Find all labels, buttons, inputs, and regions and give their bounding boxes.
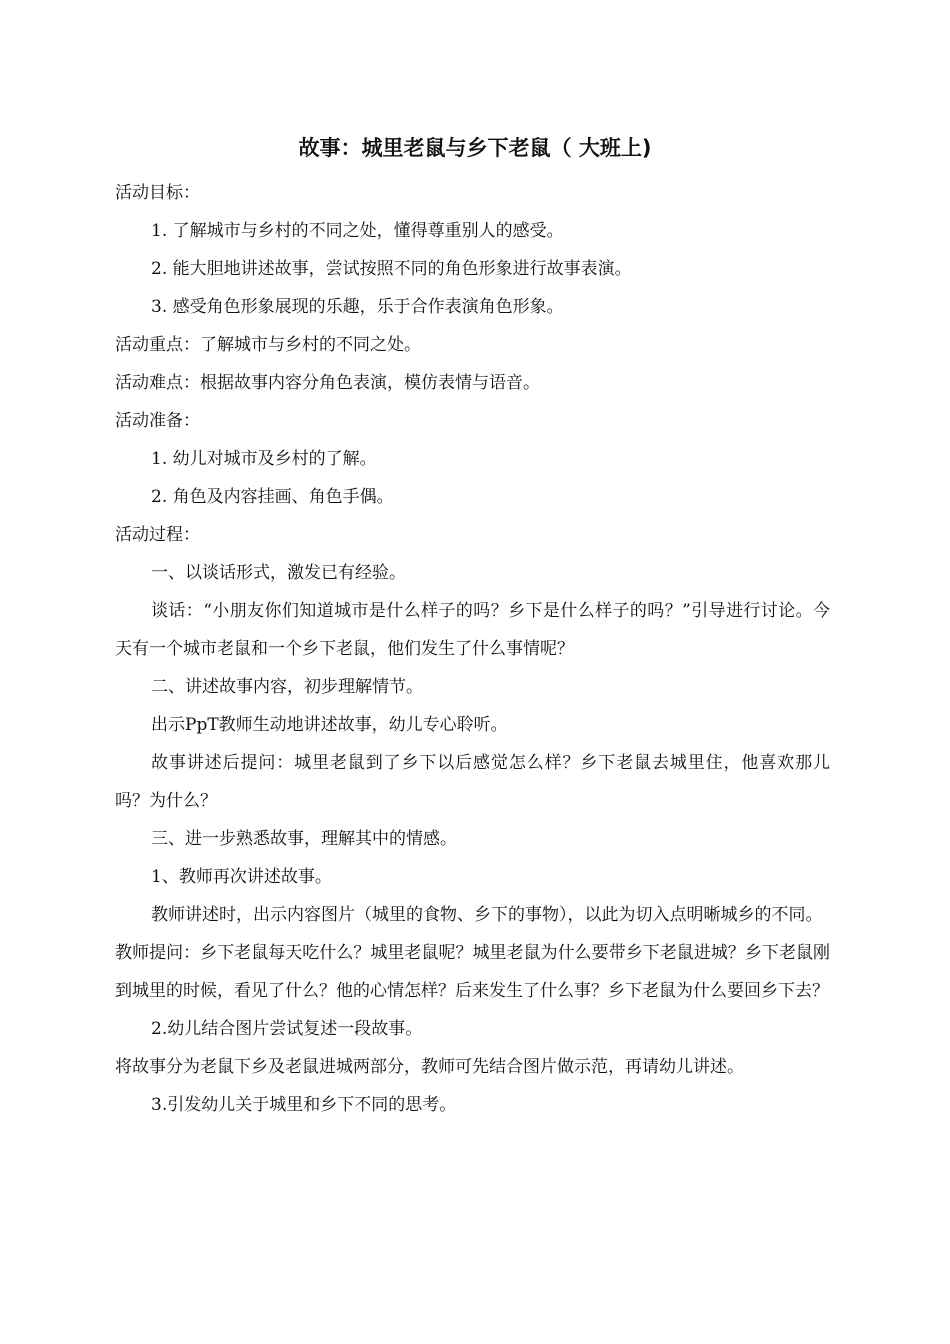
document-title: 故事：城里老鼠与乡下老鼠（ 大班上)	[298, 136, 652, 160]
paragraph: 2.幼儿结合图片尝试复述一段故事。	[151, 1019, 423, 1039]
paragraph: 活动过程：	[115, 525, 200, 545]
paragraph: 2. 角色及内容挂画、角色手偶。	[151, 487, 394, 507]
paragraph: 谈话：“小朋友你们知道城市是什么样子的吗？乡下是什么样子的吗？”引导进行讨论。今天有一个城市老鼠和一个乡下老鼠，他们发生了什么事情呢？	[115, 601, 830, 659]
paragraph: 1、教师再次讲述故事。	[151, 867, 332, 887]
paragraph: 二、讲述故事内容，初步理解情节。	[151, 677, 423, 697]
paragraph: 活动难点：根据故事内容分角色表演，模仿表情与语音。	[115, 373, 540, 393]
paragraph: 3. 感受角色形象展现的乐趣，乐于合作表演角色形象。	[151, 297, 564, 317]
paragraph: 活动目标：	[115, 183, 200, 203]
paragraph: 故事讲述后提问：城里老鼠到了乡下以后感觉怎么样？乡下老鼠去城里住，他喜欢那儿吗？为什么？	[115, 753, 830, 811]
paragraph: 3.引发幼儿关于城里和乡下不同的思考。	[151, 1095, 457, 1115]
document-body	[115, 174, 830, 1124]
paragraph: 1. 了解城市与乡村的不同之处，懂得尊重别人的感受。	[151, 221, 564, 241]
paragraph: 一、以谈话形式，激发已有经验。	[151, 563, 406, 583]
paragraph: 教师讲述时，出示内容图片（城里的食物、乡下的事物），以此为切入点明晰城乡的不同。	[151, 905, 823, 925]
paragraph: 活动准备：	[115, 411, 200, 431]
paragraph: 将故事分为老鼠下乡及老鼠进城两部分，教师可先结合图片做示范，再请幼儿讲述。	[115, 1057, 744, 1077]
paragraph: 出示PpT教师生动地讲述故事，幼儿专心聆听。	[151, 715, 508, 735]
paragraph: 1. 幼儿对城市及乡村的了解。	[151, 449, 377, 469]
paragraph: 三、进一步熟悉故事，理解其中的情感。	[151, 829, 457, 849]
paragraph: 2. 能大胆地讲述故事，尝试按照不同的角色形象进行故事表演。	[151, 259, 632, 279]
paragraph: 活动重点：了解城市与乡村的不同之处。	[115, 335, 421, 355]
paragraph: 教师提问：乡下老鼠每天吃什么？城里老鼠呢？城里老鼠为什么要带乡下老鼠进城？乡下老鼠刚到城里的时候，看见了什么？他的心情怎样？后来发生了什么事？乡下老鼠为什么要回乡下去？	[115, 943, 830, 1001]
